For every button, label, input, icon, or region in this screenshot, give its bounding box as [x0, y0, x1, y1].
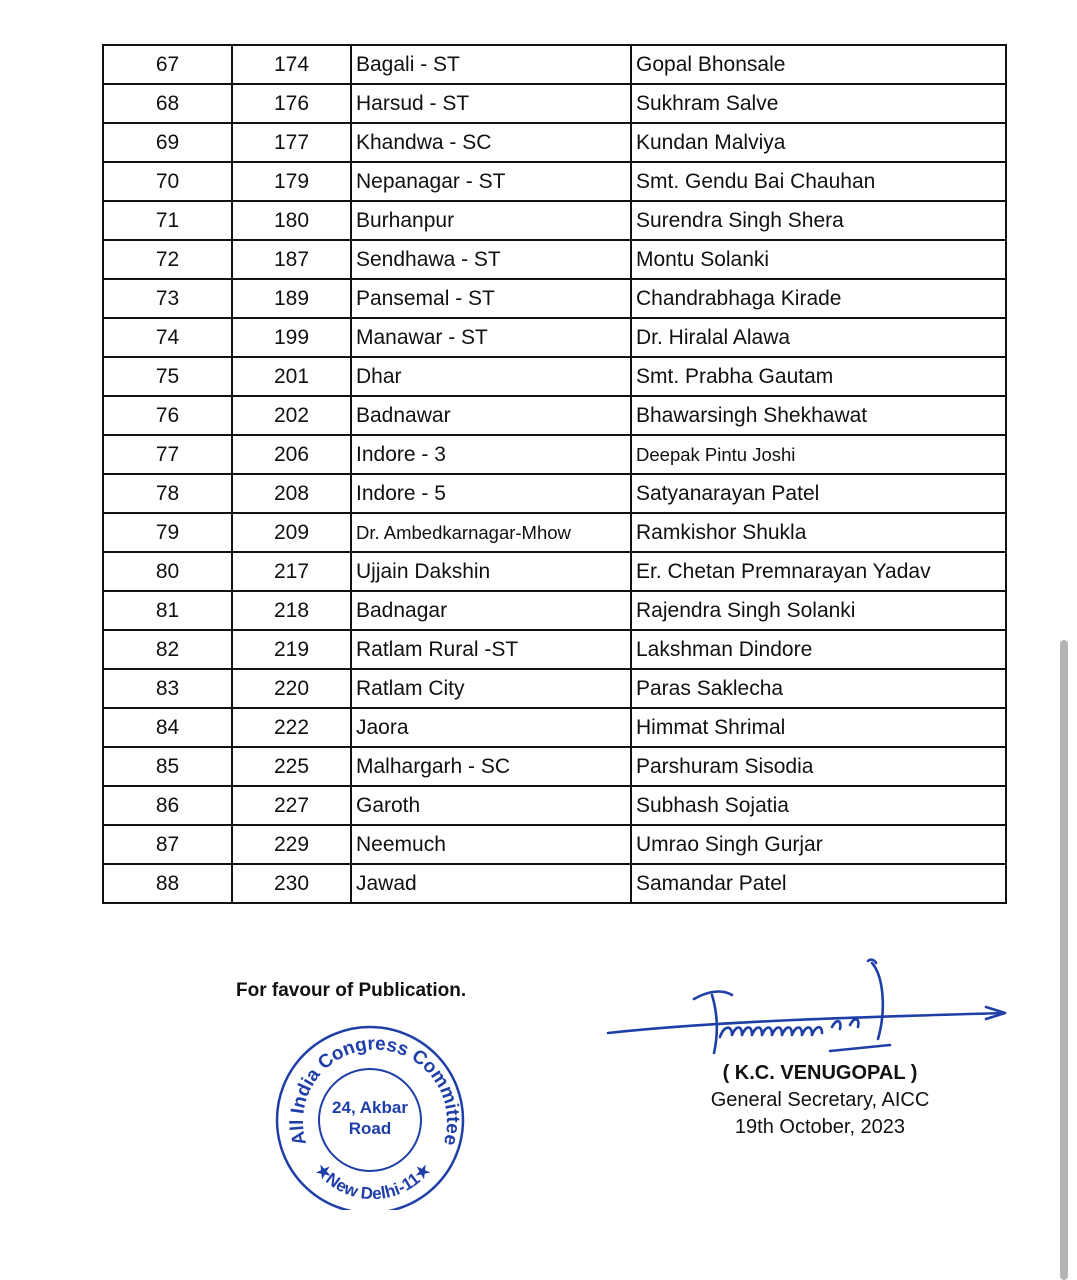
candidate-cell: Surendra Singh Shera [631, 201, 1006, 240]
constituency-cell: Bagali - ST [351, 45, 631, 84]
candidate-cell: Samandar Patel [631, 864, 1006, 903]
candidate-cell: Satyanarayan Patel [631, 474, 1006, 513]
table-row [103, 240, 1006, 279]
table-row [103, 45, 1006, 84]
seal-top-text: All India Congress Committee [286, 1033, 464, 1148]
table-row [103, 162, 1006, 201]
serial-number-cell: 76 [103, 396, 232, 435]
table-row [103, 747, 1006, 786]
constituency-cell: Ujjain Dakshin [351, 552, 631, 591]
ac-number-cell: 229 [232, 825, 351, 864]
table-row [103, 552, 1006, 591]
constituency-cell: Harsud - ST [351, 84, 631, 123]
serial-number-cell: 75 [103, 357, 232, 396]
serial-number-cell: 73 [103, 279, 232, 318]
constituency-cell: Jaora [351, 708, 631, 747]
constituency-cell: Badnagar [351, 591, 631, 630]
ac-number-cell: 202 [232, 396, 351, 435]
serial-number-cell: 84 [103, 708, 232, 747]
ac-number-cell: 209 [232, 513, 351, 552]
ac-number-cell: 206 [232, 435, 351, 474]
ac-number-cell: 230 [232, 864, 351, 903]
serial-number-cell: 79 [103, 513, 232, 552]
table-row [103, 279, 1006, 318]
table-row [103, 474, 1006, 513]
ac-number-cell: 222 [232, 708, 351, 747]
ac-number-cell: 220 [232, 669, 351, 708]
signatory-designation: General Secretary, AICC [710, 1089, 930, 1111]
constituency-cell: Ratlam Rural -ST [351, 630, 631, 669]
table-row [103, 513, 1006, 552]
constituency-cell: Sendhawa - ST [351, 240, 631, 279]
ac-number-cell: 227 [232, 786, 351, 825]
signatory-block [660, 1060, 980, 1141]
seal-center-line1: 24, Akbar [332, 1098, 408, 1117]
signature-icon [600, 955, 1010, 1065]
serial-number-cell: 77 [103, 435, 232, 474]
candidate-cell: Dr. Hiralal Alawa [631, 318, 1006, 357]
ac-number-cell: 217 [232, 552, 351, 591]
table-row [103, 435, 1006, 474]
candidate-cell: Smt. Gendu Bai Chauhan [631, 162, 1006, 201]
ac-number-cell: 218 [232, 591, 351, 630]
constituency-cell: Khandwa - SC [351, 123, 631, 162]
table-row [103, 864, 1006, 903]
constituency-cell: Badnawar [351, 396, 631, 435]
candidate-cell: Bhawarsingh Shekhawat [631, 396, 1006, 435]
ac-number-cell: 174 [232, 45, 351, 84]
constituency-cell: Manawar - ST [351, 318, 631, 357]
table-row [103, 630, 1006, 669]
ac-number-cell: 176 [232, 84, 351, 123]
serial-number-cell: 86 [103, 786, 232, 825]
signatory-name: ( K.C. VENUGOPAL ) [722, 1062, 918, 1084]
serial-number-cell: 78 [103, 474, 232, 513]
candidate-cell: Umrao Singh Gurjar [631, 825, 1006, 864]
serial-number-cell: 85 [103, 747, 232, 786]
candidate-cell: Er. Chetan Premnarayan Yadav [631, 552, 1006, 591]
candidate-cell: Deepak Pintu Joshi [631, 435, 1006, 474]
table-row [103, 591, 1006, 630]
seal-center-line2: Road [348, 1119, 392, 1138]
candidate-table [102, 44, 1007, 904]
constituency-cell: Pansemal - ST [351, 279, 631, 318]
serial-number-cell: 87 [103, 825, 232, 864]
candidate-cell: Montu Solanki [631, 240, 1006, 279]
serial-number-cell: 80 [103, 552, 232, 591]
constituency-cell: Indore - 5 [351, 474, 631, 513]
ac-number-cell: 189 [232, 279, 351, 318]
constituency-cell: Indore - 3 [351, 435, 631, 474]
constituency-cell: Malhargarh - SC [351, 747, 631, 786]
candidate-cell: Parshuram Sisodia [631, 747, 1006, 786]
candidate-cell: Ramkishor Shukla [631, 513, 1006, 552]
serial-number-cell: 70 [103, 162, 232, 201]
constituency-cell: Neemuch [351, 825, 631, 864]
candidate-cell: Himmat Shrimal [631, 708, 1006, 747]
constituency-cell: Dhar [351, 357, 631, 396]
constituency-cell: Dr. Ambedkarnagar-Mhow [351, 513, 631, 552]
publication-note: For favour of Publication. [236, 980, 467, 1001]
candidate-cell: Paras Saklecha [631, 669, 1006, 708]
constituency-cell: Jawad [351, 864, 631, 903]
table-row [103, 669, 1006, 708]
table-row [103, 396, 1006, 435]
serial-number-cell: 68 [103, 84, 232, 123]
serial-number-cell: 71 [103, 201, 232, 240]
constituency-cell: Garoth [351, 786, 631, 825]
table-row [103, 123, 1006, 162]
candidate-cell: Sukhram Salve [631, 84, 1006, 123]
table-row [103, 825, 1006, 864]
table-row [103, 318, 1006, 357]
candidate-cell: Kundan Malviya [631, 123, 1006, 162]
serial-number-cell: 83 [103, 669, 232, 708]
serial-number-cell: 74 [103, 318, 232, 357]
ac-number-cell: 201 [232, 357, 351, 396]
serial-number-cell: 67 [103, 45, 232, 84]
seal-bottom-text: ★New Delhi-11★ [311, 1159, 435, 1204]
table-row [103, 786, 1006, 825]
seal-stamp-icon [270, 1020, 470, 1210]
table-row [103, 201, 1006, 240]
ac-number-cell: 225 [232, 747, 351, 786]
table-row [103, 84, 1006, 123]
serial-number-cell: 82 [103, 630, 232, 669]
constituency-cell: Ratlam City [351, 669, 631, 708]
serial-number-cell: 81 [103, 591, 232, 630]
candidate-cell: Chandrabhaga Kirade [631, 279, 1006, 318]
ac-number-cell: 179 [232, 162, 351, 201]
ac-number-cell: 199 [232, 318, 351, 357]
ac-number-cell: 208 [232, 474, 351, 513]
table-row [103, 357, 1006, 396]
constituency-cell: Nepanagar - ST [351, 162, 631, 201]
candidate-cell: Gopal Bhonsale [631, 45, 1006, 84]
candidate-cell: Lakshman Dindore [631, 630, 1006, 669]
serial-number-cell: 69 [103, 123, 232, 162]
candidate-cell: Rajendra Singh Solanki [631, 591, 1006, 630]
serial-number-cell: 72 [103, 240, 232, 279]
ac-number-cell: 219 [232, 630, 351, 669]
candidate-cell: Subhash Sojatia [631, 786, 1006, 825]
table-body [103, 45, 1006, 903]
ac-number-cell: 180 [232, 201, 351, 240]
serial-number-cell: 88 [103, 864, 232, 903]
constituency-cell: Burhanpur [351, 201, 631, 240]
ac-number-cell: 187 [232, 240, 351, 279]
ac-number-cell: 177 [232, 123, 351, 162]
candidate-cell: Smt. Prabha Gautam [631, 357, 1006, 396]
scrollbar[interactable] [1060, 640, 1068, 1280]
signatory-date: 19th October, 2023 [734, 1116, 906, 1138]
table-row [103, 708, 1006, 747]
